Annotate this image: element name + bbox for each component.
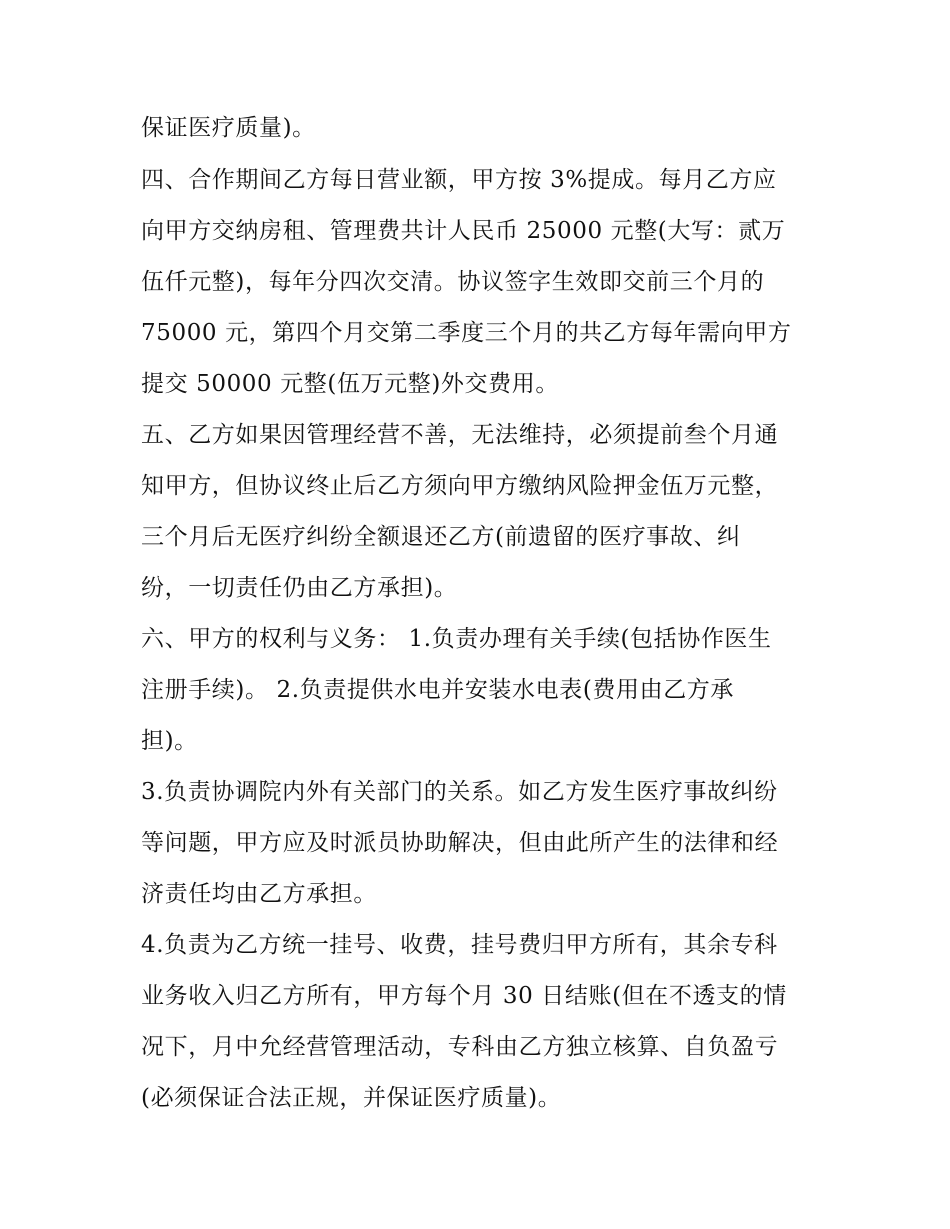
- text-line: 75000 元，第四个月交第二季度三个月的共乙方每年需向甲方: [141, 320, 792, 346]
- text-line: 3.负责协调院内外有关部门的关系。如乙方发生医疗事故纠纷: [141, 779, 778, 805]
- text-line: 向甲方交纳房租、管理费共计人民币 25000 元整(大写：贰万: [141, 218, 786, 244]
- text-line: 六、甲方的权利与义务： 1.负责办理有关手续(包括协作医生: [141, 626, 772, 652]
- text-line: 伍仟元整)，每年分四次交清。协议签字生效即交前三个月的: [141, 269, 765, 295]
- text-line: 业务收入归乙方所有，甲方每个月 30 日结账(但在不透支的情: [141, 983, 787, 1009]
- text-line: 知甲方，但协议终止后乙方须向甲方缴纳风险押金伍万元整，: [141, 473, 779, 499]
- text-line: 担)。: [141, 728, 198, 754]
- text-line: 纷，一切责任仍由乙方承担)。: [141, 575, 458, 601]
- text-line: 五、乙方如果因管理经营不善，无法维持，必须提前叁个月通: [141, 422, 779, 448]
- text-line: 4.负责为乙方统一挂号、收费，挂号费归甲方所有，其余专科: [141, 932, 778, 958]
- text-line: 济责任均由乙方承担。: [141, 881, 377, 907]
- text-line: 三个月后无医疗纠纷全额退还乙方(前遗留的医疗事故、纠: [141, 524, 741, 550]
- text-line: 注册手续)。 2.负责提供水电并安装水电表(费用由乙方承: [141, 677, 735, 703]
- text-line: 四、合作期间乙方每日营业额，甲方按 3%提成。每月乙方应: [141, 167, 777, 193]
- text-line: (必须保证合法正规，并保证医疗质量)。: [141, 1085, 562, 1111]
- text-line: 提交 50000 元整(伍万元整)外交费用。: [141, 371, 559, 397]
- text-line: 况下，月中允经营管理活动，专科由乙方独立核算、自负盈亏: [141, 1034, 779, 1060]
- text-line: 保证医疗质量)。: [141, 115, 316, 141]
- text-line: 等问题，甲方应及时派员协助解决，但由此所产生的法律和经: [141, 830, 779, 856]
